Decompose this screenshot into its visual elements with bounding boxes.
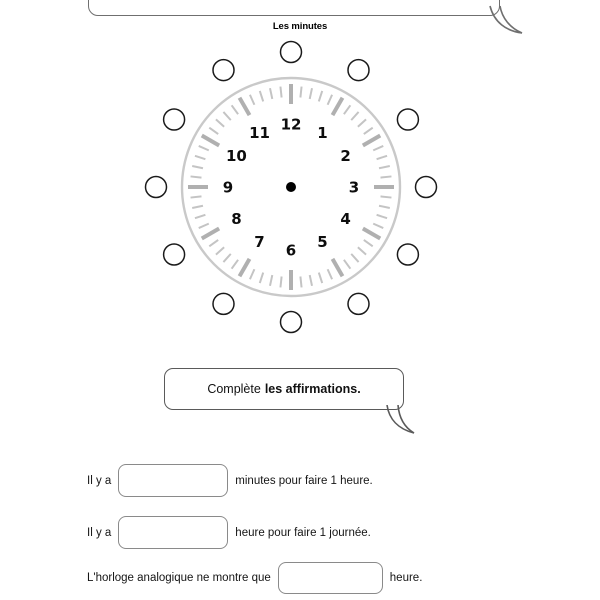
statement-row-3 <box>87 562 422 594</box>
clock-hour-number-5: 5 <box>317 233 328 252</box>
instruction-text-plain: Complète <box>207 382 261 396</box>
clock-hour-number-11: 11 <box>249 123 270 142</box>
instruction-speech-bubble <box>164 368 404 410</box>
page-title: Les minutes <box>272 21 328 32</box>
clock-tick-minute <box>300 277 301 288</box>
minute-answer-circle-8[interactable] <box>164 244 185 265</box>
clock-tick-minute <box>381 176 392 177</box>
clock-hour-number-1: 1 <box>317 123 328 142</box>
clock-center-dot <box>286 182 296 192</box>
clock-tick-minute <box>280 87 281 98</box>
clock-hour-number-3: 3 <box>348 178 360 197</box>
statement-row-1 <box>87 464 373 497</box>
clock-tick-minute <box>381 196 392 197</box>
clock-diagram <box>141 37 441 337</box>
clock-hour-number-8: 8 <box>231 210 242 228</box>
minute-answer-circle-3[interactable] <box>416 177 437 198</box>
instruction-bubble-tail <box>386 405 418 435</box>
clock-hour-number-9: 9 <box>222 178 234 197</box>
statement-2-input[interactable] <box>118 516 228 549</box>
minute-answer-circle-2[interactable] <box>397 109 418 130</box>
minute-answer-circle-9[interactable] <box>146 177 167 198</box>
top-speech-bubble <box>88 0 500 16</box>
clock-hour-number-7: 7 <box>254 233 265 252</box>
statement-2-lead: Il y a <box>87 526 112 539</box>
instruction-text-bold: les affirmations. <box>264 382 361 396</box>
statement-1-trail: minutes pour faire 1 heure. <box>235 474 373 487</box>
minute-answer-circle-0[interactable] <box>281 42 302 63</box>
statement-3-lead: L'horloge analogique ne montre que <box>87 572 271 584</box>
statement-2-trail: heure pour faire 1 journée. <box>235 526 371 539</box>
minute-answer-circle-10[interactable] <box>164 109 185 130</box>
minute-answer-circle-4[interactable] <box>397 244 418 265</box>
clock-tick-minute <box>191 196 202 197</box>
statement-1-lead: Il y a <box>87 474 112 487</box>
clock-hour-number-10: 10 <box>226 147 247 165</box>
clock-tick-minute <box>300 87 301 98</box>
statement-row-2 <box>87 516 371 549</box>
minute-answer-circle-11[interactable] <box>213 60 234 81</box>
minute-answer-circle-6[interactable] <box>281 312 302 333</box>
statement-1-input[interactable] <box>118 464 228 497</box>
clock-hour-number-2: 2 <box>340 147 351 165</box>
statement-3-trail: heure. <box>389 572 423 584</box>
clock-hour-number-12: 12 <box>280 115 302 134</box>
clock-tick-minute <box>191 176 202 177</box>
minute-answer-circle-1[interactable] <box>348 60 369 81</box>
clock-tick-minute <box>280 277 281 288</box>
clock-hour-number-4: 4 <box>340 210 351 228</box>
minute-answer-circle-7[interactable] <box>213 293 234 314</box>
statement-3-input[interactable] <box>278 562 383 594</box>
minute-answer-circle-5[interactable] <box>348 293 369 314</box>
clock-hour-number-6: 6 <box>285 241 297 260</box>
